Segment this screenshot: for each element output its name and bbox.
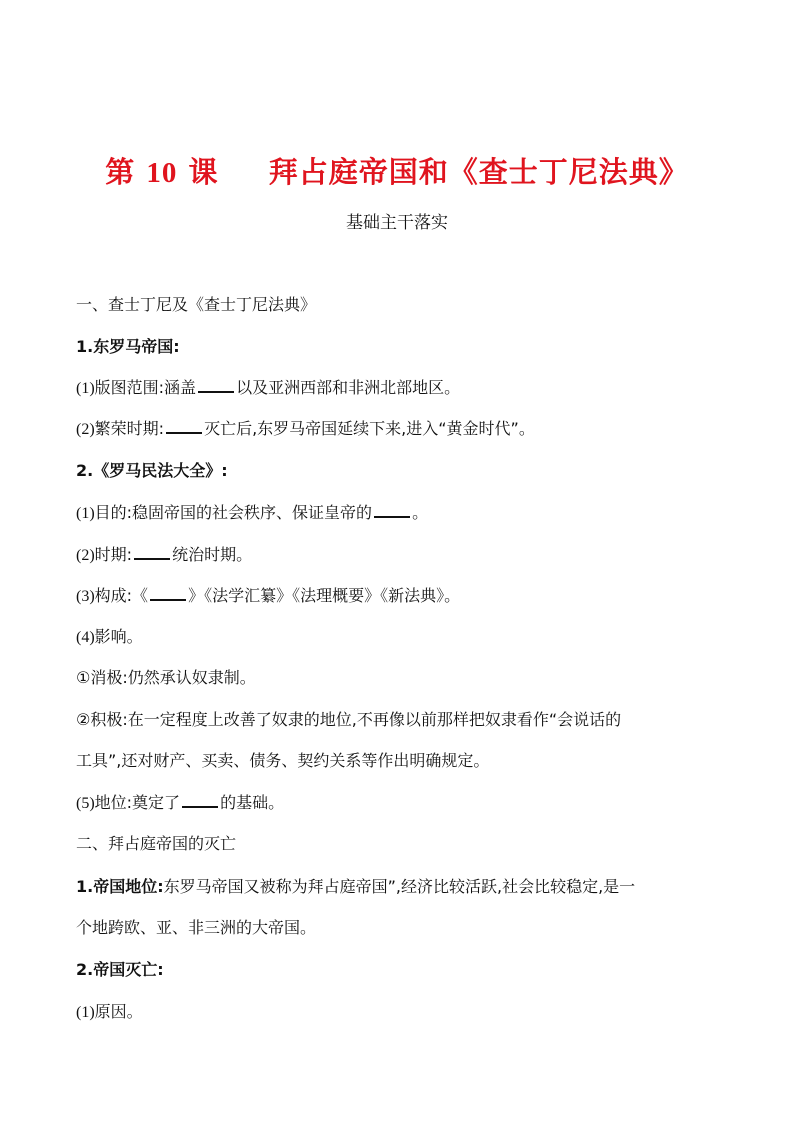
s1-item2-line3-text-a: 构成:《 [94,586,149,605]
s2-item2-line1 [76,1001,143,1024]
s1-item2-line2-text-b: 统治时期。 [172,545,253,564]
s1-item1-line2 [76,418,535,441]
s1-item2-line5-mark: (5) [76,795,95,812]
s1-item2-line3 [76,585,460,608]
s1-item2-line3-text-b: 》《法学汇纂》《法理概要》《新法典》。 [188,586,461,605]
s1-item2-line2-mark: (2) [76,547,95,564]
title-lesson-number: 10 [146,157,178,189]
fill-blank [150,585,186,601]
s1-item2-line1-text-b: 。 [412,503,429,522]
s2-item2-line1-mark: (1) [76,1004,95,1021]
s1-item2-heading: 2.《罗马民法大全》: [76,461,228,480]
title-lesson-name: 拜占庭帝国和《查士丁尼法典》 [268,155,689,189]
fill-blank [182,792,218,808]
s1-item1-line2-text-b: 灭亡后,东罗马帝国延续下来,进入“黄金时代”。 [204,419,535,438]
s1-item2-line4 [76,626,143,649]
s1-item1-line1 [76,377,460,400]
s1-item1-line1-text-b: 以及亚洲西部和非洲北部地区。 [236,378,461,397]
s1-item2-line1 [76,502,428,525]
s2-item1-label: 1.帝国地位: [76,877,164,896]
s1-item2-line3-mark: (3) [76,588,95,605]
s1-item1-line2-mark: (2) [76,421,95,438]
s1-item2-line2-text-a: 时期: [94,545,133,564]
fill-blank [134,544,170,560]
page-title [0,150,794,191]
s2-item2-line1-text: 原因。 [94,1002,143,1021]
s1-item1-heading: 1.东罗马帝国: [76,337,180,356]
s1-item2-line5-text-a: 地位:奠定了 [94,793,181,812]
fill-blank [198,377,234,393]
s1-item2-line1-mark: (1) [76,505,95,522]
s2-item2-heading: 2.帝国灭亡: [76,960,164,979]
s1-item2-positive-line1: ②积极:在一定程度上改善了奴隶的地位,不再像以前那样把奴隶看作“会说话的 [76,710,622,729]
fill-blank [166,418,202,434]
page-subtitle: 基础主干落实 [346,213,448,233]
section-1-heading: 一、查士丁尼及《查士丁尼法典》 [76,295,317,314]
s1-item2-line4-text: 影响。 [94,627,143,646]
s1-item1-line2-text-a: 繁荣时期: [94,419,165,438]
s1-item2-line1-text-a: 目的:稳固帝国的社会秩序、保证皇帝的 [94,503,373,522]
s2-item1-text1: 东罗马帝国又被称为拜占庭帝国”,经济比较活跃,社会比较稳定,是一 [163,877,636,896]
s2-item1-line2: 个地跨欧、亚、非三洲的大帝国。 [76,918,317,937]
s1-item2-line2 [76,544,252,567]
s2-item1-line1 [76,876,635,898]
s1-item2-line5 [76,792,284,815]
s1-item1-line1-text-a: 版图范围:涵盖 [94,378,197,397]
title-prefix: 第 [105,155,136,189]
s1-item1-line1-mark: (1) [76,380,95,397]
s1-item2-positive-line2: 工具”,还对财产、买卖、债务、契约关系等作出明确规定。 [76,751,490,770]
fill-blank [374,502,410,518]
title-suffix: 课 [188,155,219,189]
s1-item2-line4-mark: (4) [76,629,95,646]
s1-item2-line5-text-b: 的基础。 [220,793,285,812]
section-2-heading: 二、拜占庭帝国的灭亡 [76,834,237,853]
s1-item2-negative: ①消极:仍然承认奴隶制。 [76,668,256,687]
